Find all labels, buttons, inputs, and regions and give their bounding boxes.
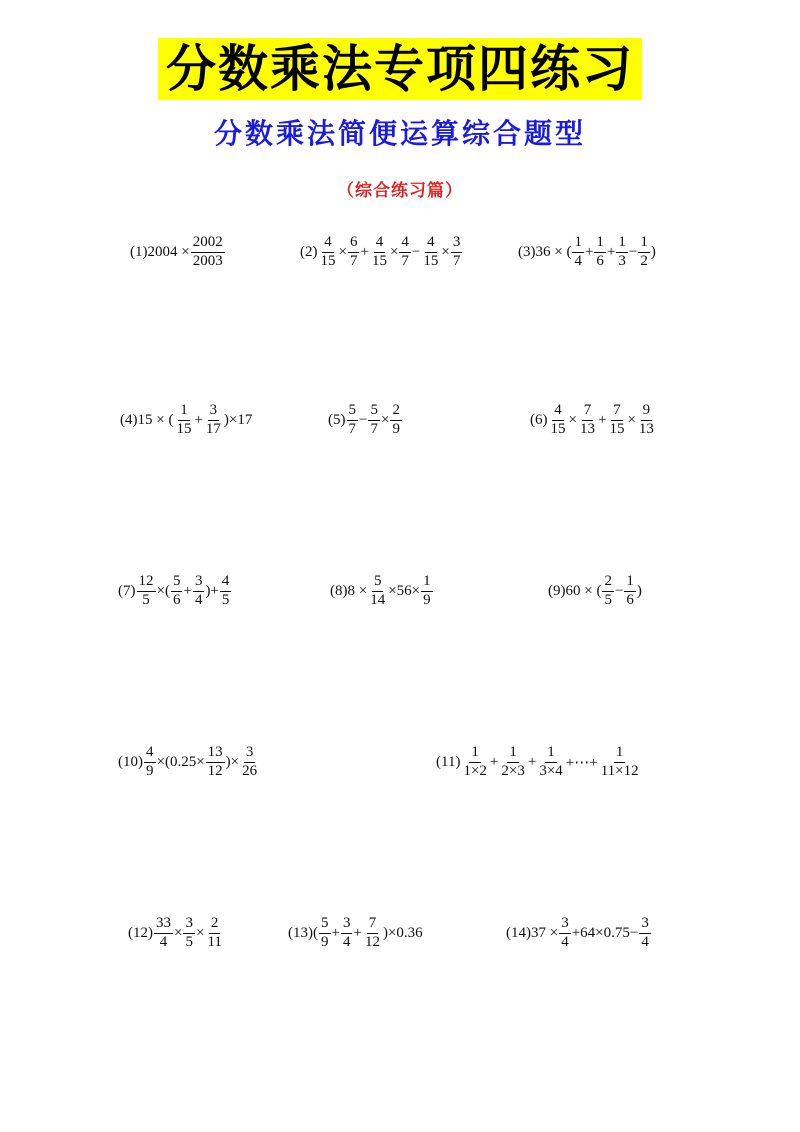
fraction [451,235,463,270]
numerator: 3 [183,916,195,934]
expr-text: (6) [530,411,548,428]
page-title: 分数乘法专项四练习 [158,38,642,100]
fraction [205,916,223,951]
numerator: 2 [390,403,402,421]
numerator: 33 [154,916,173,934]
expr-text: + [584,243,594,260]
problem-7 [118,569,232,613]
fraction [368,574,387,609]
expr-text: × [338,243,347,260]
numerator: 2002 [191,235,225,253]
problem-10 [118,740,260,784]
problem-8 [330,569,434,613]
expr-text: × [195,924,205,941]
expr-text: (5) [328,411,346,428]
expr-text: + [183,582,192,599]
numerator: 13 [206,745,225,763]
fraction [549,403,568,438]
numerator: 3 [451,235,463,253]
numerator: 4 [399,235,411,253]
denominator: 15 [609,420,625,437]
fraction [171,574,183,609]
numerator: 1 [469,745,481,763]
expr-text: ×( [156,582,170,599]
expr-text: (13)( [288,924,318,941]
expr-text: − [628,243,638,260]
fraction [572,235,584,270]
denominator: 9 [423,591,431,608]
fraction [348,235,360,270]
expr-text: + [360,243,369,260]
denominator: 26 [242,762,258,779]
expr-text: × [389,243,399,260]
fraction [154,916,173,951]
denominator: 14 [370,591,386,608]
expr-text: )+ [205,582,219,599]
numerator: 3 [244,745,256,763]
expr-text: +64×0.75− [571,924,639,941]
denominator: 9 [321,933,329,950]
numerator: 3 [193,574,205,592]
fraction [421,235,440,270]
denominator: 7 [401,252,409,269]
problem-14 [506,911,652,955]
numerator: 1 [624,574,636,592]
denominator: 9 [146,762,154,779]
denominator: 1×2 [463,762,487,779]
numerator: 1 [594,235,606,253]
expr-text: × [380,411,390,428]
fraction [461,745,488,780]
expr-text: + [331,924,340,941]
numerator: 3 [341,916,353,934]
numerator: 3 [208,403,220,421]
expr-text: +⋯+ [565,754,598,771]
fraction [638,235,650,270]
problem-2 [300,230,463,274]
denominator: 15 [176,420,192,437]
fraction [174,403,193,438]
numerator: 4 [425,235,437,253]
expr-text: × [174,924,183,941]
fraction [594,235,606,270]
expr-text: (4)15 × ( [120,411,174,428]
denominator: 7 [349,252,358,269]
fraction [390,403,402,438]
denominator: 4 [159,933,168,950]
expr-text: + [527,753,537,770]
denominator: 13 [638,420,654,437]
denominator: 7 [452,252,461,269]
expr-text: (1)2004 × [130,243,190,260]
fraction [368,403,380,438]
fraction [204,403,223,438]
denominator: 11×12 [600,762,639,779]
denominator: 9 [392,420,400,437]
fraction [624,574,636,609]
numerator: 1 [545,745,557,763]
expr-text: (14)37 × [506,924,559,941]
denominator: 6 [596,252,604,269]
numerator: 5 [372,574,384,592]
expr-text: × [627,411,636,428]
numerator: 1 [507,745,519,763]
expr-text: − [614,582,624,599]
expr-text: )×17 [223,411,253,428]
fraction [559,916,571,951]
numerator: 1 [616,235,628,253]
fraction [193,574,205,609]
denominator: 15 [371,252,387,269]
denominator: 15 [320,252,336,269]
expr-text: − [359,411,368,428]
problem-9 [548,569,642,613]
numerator: 1 [421,574,433,592]
denominator: 3 [618,252,626,269]
fraction [607,403,626,438]
fraction [363,916,382,951]
denominator: 6 [626,591,634,608]
numerator: 7 [611,403,623,421]
numerator: 3 [639,916,651,934]
denominator: 4 [194,591,203,608]
denominator: 15 [550,420,566,437]
fraction [341,916,353,951]
numerator: 1 [178,403,190,421]
numerator: 4 [144,745,156,763]
fraction [421,574,433,609]
expr-text: + [489,753,499,770]
denominator: 15 [423,252,439,269]
numerator: 12 [137,574,156,592]
denominator: 6 [172,591,181,608]
numerator: 3 [559,916,571,934]
fraction [637,403,656,438]
expr-text: ×56× [388,582,421,599]
fraction [183,916,195,951]
numerator: 5 [347,403,359,421]
expr-text: − [411,243,421,260]
expr-text: (7) [118,582,136,599]
fraction [206,745,225,780]
numerator: 6 [348,235,360,253]
denominator: 12 [364,933,380,950]
section-label: （综合练习篇） [337,181,463,201]
problem-4 [120,398,252,442]
fraction [240,745,259,780]
numerator: 9 [641,403,653,421]
denominator: 4 [574,252,582,269]
numerator: 7 [582,403,594,421]
denominator: 5 [185,933,193,950]
expr-text: × [441,243,450,260]
expr-text: (3)36 × ( [518,243,572,260]
expr-text: + [353,924,362,941]
fraction [499,745,526,780]
expr-text: ) [636,582,642,599]
problem-13 [288,911,423,955]
denominator: 4 [561,933,569,950]
expr-text: ×(0.25× [156,753,205,770]
expr-text: )× [225,753,240,770]
fraction [599,745,641,780]
fraction [137,574,156,609]
numerator: 5 [368,403,380,421]
problem-11 [436,740,642,784]
expr-text: + [597,411,607,428]
numerator: 4 [322,235,334,253]
fraction [370,235,389,270]
denominator: 7 [348,420,356,437]
numerator: 4 [552,403,564,421]
denominator: 5 [604,591,612,608]
numerator: 5 [319,916,331,934]
fraction [616,235,628,270]
numerator: 1 [638,235,650,253]
expr-text: (2) [300,243,318,260]
numerator: 2 [602,574,614,592]
fraction [639,916,651,951]
page-subtitle: 分数乘法简便运算综合题型 [213,117,586,150]
denominator: 17 [205,420,221,437]
numerator: 5 [171,574,183,592]
denominator: 13 [579,420,595,437]
denominator: 5 [221,591,230,608]
expr-text: (9)60 × ( [548,582,602,599]
fraction [144,745,156,780]
expr-text: ) [650,243,656,260]
denominator: 2003 [192,252,223,269]
problem-1 [130,230,226,274]
expr-text: (8)8 × [330,582,368,599]
numerator: 1 [572,235,584,253]
denominator: 2×3 [501,762,525,779]
problem-12 [128,911,225,955]
expr-text: (10) [118,753,143,770]
expr-text: (11) [436,753,461,770]
expr-text: × [568,411,577,428]
denominator: 11 [207,933,222,950]
fraction [578,403,597,438]
expr-text: + [194,411,203,428]
denominator: 2 [640,252,648,269]
denominator: 4 [342,933,351,950]
fraction [602,574,614,609]
denominator: 4 [641,933,649,950]
numerator: 2 [209,916,221,934]
denominator: 5 [142,591,150,608]
expr-text: + [606,243,616,260]
fraction [347,403,359,438]
fraction [399,235,411,270]
fraction [191,235,225,270]
denominator: 12 [207,762,223,779]
title-wrap [0,38,800,100]
fraction [537,745,564,780]
numerator: 4 [374,235,386,253]
numerator: 1 [614,745,626,763]
problem-5 [328,398,403,442]
denominator: 3×4 [539,762,563,779]
fraction [220,574,232,609]
expr-text: (12) [128,924,153,941]
numerator: 4 [220,574,232,592]
fraction [319,235,338,270]
expr-text: )×0.36 [382,924,423,941]
problem-6 [530,398,657,442]
denominator: 7 [370,420,378,437]
fraction [319,916,331,951]
problem-3 [518,230,656,274]
numerator: 7 [367,916,379,934]
